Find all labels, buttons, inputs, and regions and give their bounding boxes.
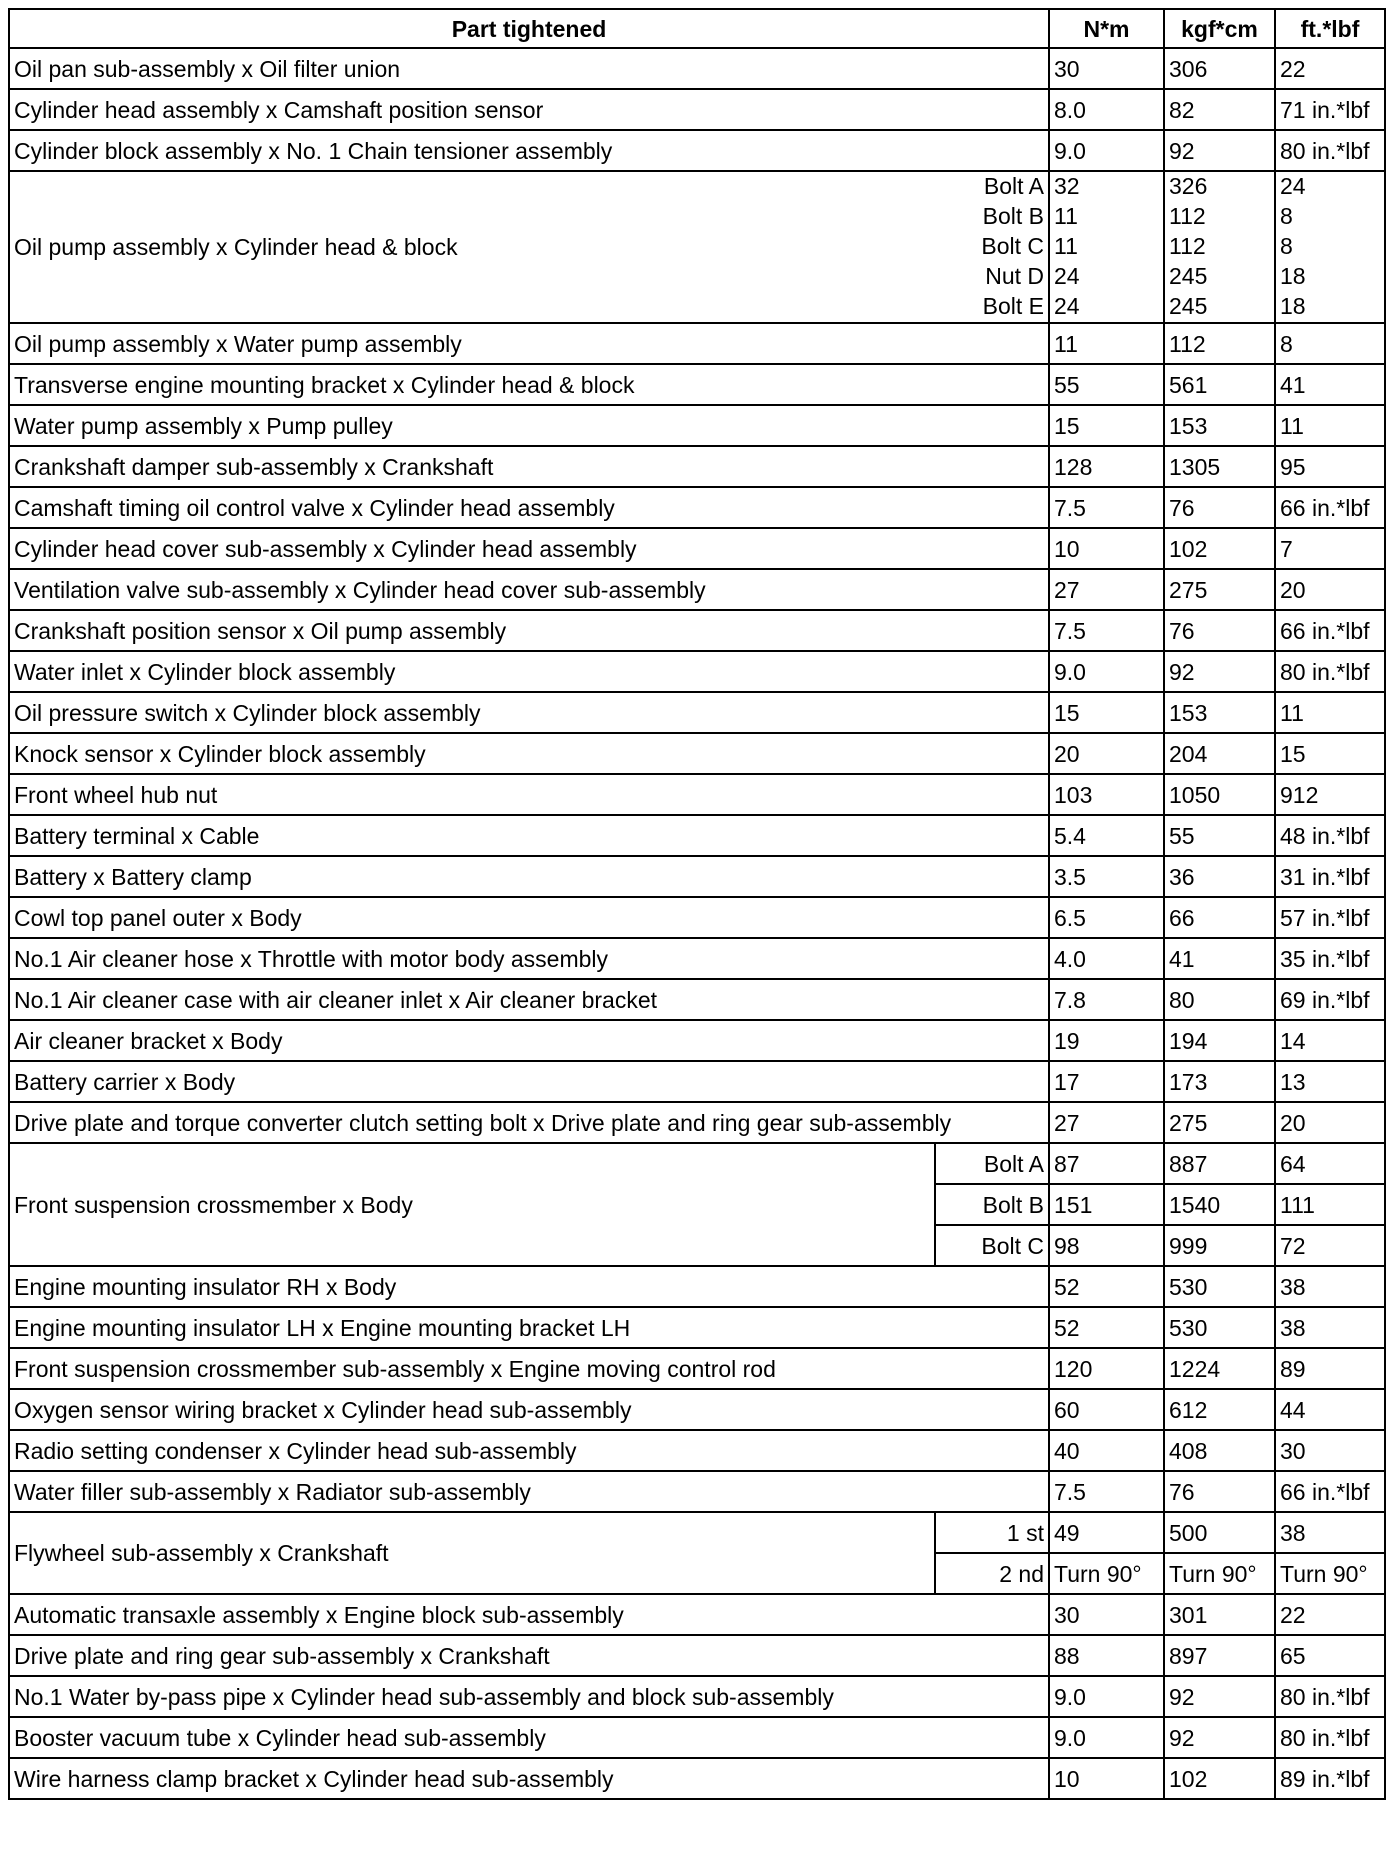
ft-lbf-cell: 38 xyxy=(1275,1266,1385,1307)
nm-cell: 52 xyxy=(1049,1266,1164,1307)
kgf-cm-cell: 1540 xyxy=(1164,1184,1275,1225)
part-cell: Crankshaft damper sub-assembly x Crankshaft xyxy=(9,446,1049,487)
kgf-cm-cell: 41 xyxy=(1164,938,1275,979)
nm-cell: 98 xyxy=(1049,1225,1164,1266)
part-cell: Oxygen sensor wiring bracket x Cylinder head sub-assembly xyxy=(9,1389,1049,1430)
nm-cell: 11 xyxy=(1049,323,1164,364)
ft-lbf-cell: 80 in.*lbf xyxy=(1275,1717,1385,1758)
table-row xyxy=(9,733,1385,774)
part-cell: Cowl top panel outer x Body xyxy=(9,897,1049,938)
ft-lbf-cell: 44 xyxy=(1275,1389,1385,1430)
nm-cell-line: 24 xyxy=(1054,293,1080,319)
table-body xyxy=(9,48,1385,1799)
nm-cell: 15 xyxy=(1049,405,1164,446)
kgf-cm-cell: 102 xyxy=(1164,1758,1275,1799)
kgf-cm-cell: 102 xyxy=(1164,528,1275,569)
kgf-cm-cell: 306 xyxy=(1164,48,1275,89)
kgf-cm-cell: 1224 xyxy=(1164,1348,1275,1389)
table-row xyxy=(9,692,1385,733)
ft-lbf-cell: 35 in.*lbf xyxy=(1275,938,1385,979)
nm-cell: 19 xyxy=(1049,1020,1164,1061)
nm-cell: 60 xyxy=(1049,1389,1164,1430)
nm-cell: 3.5 xyxy=(1049,856,1164,897)
part-cell: Front wheel hub nut xyxy=(9,774,1049,815)
table-row xyxy=(9,815,1385,856)
kgf-cm-cell: 76 xyxy=(1164,1471,1275,1512)
part-cell: Front suspension crossmember x Body xyxy=(9,1143,935,1266)
kgf-cm-cell: 530 xyxy=(1164,1307,1275,1348)
nm-cell: 7.5 xyxy=(1049,487,1164,528)
part-cell: Engine mounting insulator LH x Engine mounting bracket LH xyxy=(9,1307,1049,1348)
kgf-cm-cell: 92 xyxy=(1164,651,1275,692)
nm-cell: 120 xyxy=(1049,1348,1164,1389)
ft-lbf-cell: 8 xyxy=(1275,323,1385,364)
ft-lbf-cell: 7 xyxy=(1275,528,1385,569)
kgf-cm-cell: 55 xyxy=(1164,815,1275,856)
nm-cell: 10 xyxy=(1049,528,1164,569)
table-row xyxy=(9,1594,1385,1635)
part-cell: Water inlet x Cylinder block assembly xyxy=(9,651,1049,692)
kgf-cm-cell: 301 xyxy=(1164,1594,1275,1635)
ft-lbf-cell: 48 in.*lbf xyxy=(1275,815,1385,856)
nm-cell: 87 xyxy=(1049,1143,1164,1184)
table-row xyxy=(9,979,1385,1020)
nm-cell: 4.0 xyxy=(1049,938,1164,979)
ft-lbf-cell xyxy=(1275,171,1385,323)
part-cell: Knock sensor x Cylinder block assembly xyxy=(9,733,1049,774)
ft-lbf-cell: 80 in.*lbf xyxy=(1275,1676,1385,1717)
nm-cell-line: 32 xyxy=(1054,173,1080,199)
table-row xyxy=(9,171,1385,323)
table-row xyxy=(9,1430,1385,1471)
ft-lbf-cell: 66 in.*lbf xyxy=(1275,1471,1385,1512)
table-row xyxy=(9,938,1385,979)
kgf-cm-cell: 1050 xyxy=(1164,774,1275,815)
kgf-cm-cell: 76 xyxy=(1164,487,1275,528)
nm-cell-line: 24 xyxy=(1054,263,1080,289)
kgf-cm-cell: 92 xyxy=(1164,1676,1275,1717)
nm-cell: 49 xyxy=(1049,1512,1164,1553)
kgf-cm-cell: 612 xyxy=(1164,1389,1275,1430)
table-row xyxy=(9,1348,1385,1389)
part-cell: Water filler sub-assembly x Radiator sub-assembly xyxy=(9,1471,1049,1512)
nm-cell: 52 xyxy=(1049,1307,1164,1348)
table-row xyxy=(9,1102,1385,1143)
table-row xyxy=(9,856,1385,897)
ft-lbf-cell-line: 18 xyxy=(1280,293,1306,319)
ft-lbf-cell: 11 xyxy=(1275,405,1385,446)
table-row xyxy=(9,1389,1385,1430)
ft-lbf-cell: 13 xyxy=(1275,1061,1385,1102)
kgf-cm-cell-line: 326 xyxy=(1169,173,1208,199)
table-row xyxy=(9,48,1385,89)
part-cell: Ventilation valve sub-assembly x Cylinder head cover sub-assembly xyxy=(9,569,1049,610)
nm-cell: 20 xyxy=(1049,733,1164,774)
ft-lbf-cell: 71 in.*lbf xyxy=(1275,89,1385,130)
ft-lbf-cell: 95 xyxy=(1275,446,1385,487)
part-cell: Booster vacuum tube x Cylinder head sub-assembly xyxy=(9,1717,1049,1758)
nm-cell: 7.8 xyxy=(1049,979,1164,1020)
ft-lbf-cell: 11 xyxy=(1275,692,1385,733)
ft-lbf-cell: 89 xyxy=(1275,1348,1385,1389)
table-row xyxy=(9,1020,1385,1061)
part-cell: Cylinder head cover sub-assembly x Cylinder head assembly xyxy=(9,528,1049,569)
part-cell: Transverse engine mounting bracket x Cylinder head & block xyxy=(9,364,1049,405)
part-cell: Oil pan sub-assembly x Oil filter union xyxy=(9,48,1049,89)
ft-lbf-cell: 30 xyxy=(1275,1430,1385,1471)
table-row xyxy=(9,1635,1385,1676)
kgf-cm-cell: 92 xyxy=(1164,1717,1275,1758)
ft-lbf-cell: 80 in.*lbf xyxy=(1275,130,1385,171)
ft-lbf-cell-line: 18 xyxy=(1280,263,1306,289)
ft-lbf-cell: 66 in.*lbf xyxy=(1275,610,1385,651)
kgf-cm-cell: 999 xyxy=(1164,1225,1275,1266)
kgf-cm-cell: 500 xyxy=(1164,1512,1275,1553)
part-cell: Radio setting condenser x Cylinder head sub-assembly xyxy=(9,1430,1049,1471)
fastener-cell: 1 st xyxy=(935,1512,1049,1553)
kgf-cm-cell: 530 xyxy=(1164,1266,1275,1307)
kgf-cm-cell: 561 xyxy=(1164,364,1275,405)
part-cell: Automatic transaxle assembly x Engine block sub-assembly xyxy=(9,1594,1049,1635)
table-row xyxy=(9,569,1385,610)
ft-lbf-cell: 65 xyxy=(1275,1635,1385,1676)
table-row xyxy=(9,1676,1385,1717)
kgf-cm-cell: 36 xyxy=(1164,856,1275,897)
part-cell: Oil pump assembly x Water pump assembly xyxy=(9,323,1049,364)
ft-lbf-cell: 64 xyxy=(1275,1143,1385,1184)
ft-lbf-cell: 912 xyxy=(1275,774,1385,815)
nm-cell: 9.0 xyxy=(1049,1676,1164,1717)
kgf-cm-cell: 92 xyxy=(1164,130,1275,171)
kgf-cm-cell xyxy=(1164,171,1275,323)
ft-lbf-cell-line: 24 xyxy=(1280,173,1306,199)
part-cell: Oil pressure switch x Cylinder block assembly xyxy=(9,692,1049,733)
header-row xyxy=(9,9,1385,48)
table-row xyxy=(9,610,1385,651)
table-row xyxy=(9,89,1385,130)
kgf-cm-cell: 1305 xyxy=(1164,446,1275,487)
part-cell: Battery x Battery clamp xyxy=(9,856,1049,897)
table-row xyxy=(9,405,1385,446)
table-row xyxy=(9,651,1385,692)
table-row xyxy=(9,774,1385,815)
ft-lbf-cell: 20 xyxy=(1275,569,1385,610)
table-row xyxy=(9,1717,1385,1758)
table-row xyxy=(9,897,1385,938)
ft-lbf-cell: 66 in.*lbf xyxy=(1275,487,1385,528)
part-cell: Cylinder block assembly x No. 1 Chain tensioner assembly xyxy=(9,130,1049,171)
table-row xyxy=(9,1143,1385,1184)
part-cell: Cylinder head assembly x Camshaft position sensor xyxy=(9,89,1049,130)
table-row xyxy=(9,1061,1385,1102)
ft-lbf-cell: 69 in.*lbf xyxy=(1275,979,1385,1020)
kgf-cm-cell-line: 112 xyxy=(1169,203,1206,229)
header-part-tightened: Part tightened xyxy=(9,9,1049,48)
ft-lbf-cell: 38 xyxy=(1275,1512,1385,1553)
ft-lbf-cell: 22 xyxy=(1275,48,1385,89)
nm-cell: 27 xyxy=(1049,1102,1164,1143)
part-cell: No.1 Water by-pass pipe x Cylinder head sub-assembly and block sub-assembly xyxy=(9,1676,1049,1717)
fastener-cell: Bolt A xyxy=(935,1143,1049,1184)
part-cell: Air cleaner bracket x Body xyxy=(9,1020,1049,1061)
table-row xyxy=(9,130,1385,171)
nm-cell: 27 xyxy=(1049,569,1164,610)
nm-cell: 103 xyxy=(1049,774,1164,815)
nm-cell: 5.4 xyxy=(1049,815,1164,856)
header-nm: N*m xyxy=(1049,9,1164,48)
nm-cell: 128 xyxy=(1049,446,1164,487)
nm-cell xyxy=(1049,171,1164,323)
torque-spec-table xyxy=(8,8,1386,1800)
nm-cell: 30 xyxy=(1049,1594,1164,1635)
kgf-cm-cell: 112 xyxy=(1164,323,1275,364)
kgf-cm-cell: 275 xyxy=(1164,1102,1275,1143)
kgf-cm-cell: 194 xyxy=(1164,1020,1275,1061)
table-row xyxy=(9,1758,1385,1799)
ft-lbf-cell: 38 xyxy=(1275,1307,1385,1348)
fastener-cell-line: Bolt C xyxy=(981,233,1044,259)
fastener-cell: Bolt C xyxy=(935,1225,1049,1266)
part-cell: Crankshaft position sensor x Oil pump assembly xyxy=(9,610,1049,651)
kgf-cm-cell: 80 xyxy=(1164,979,1275,1020)
table-row xyxy=(9,1307,1385,1348)
nm-cell: 17 xyxy=(1049,1061,1164,1102)
part-cell: Battery carrier x Body xyxy=(9,1061,1049,1102)
ft-lbf-cell: 22 xyxy=(1275,1594,1385,1635)
part-cell: Oil pump assembly x Cylinder head & block xyxy=(9,171,935,323)
ft-lbf-cell: 111 xyxy=(1275,1184,1385,1225)
kgf-cm-cell: 82 xyxy=(1164,89,1275,130)
ft-lbf-cell: 20 xyxy=(1275,1102,1385,1143)
kgf-cm-cell-line: 245 xyxy=(1169,263,1208,289)
header-kgf-cm: kgf*cm xyxy=(1164,9,1275,48)
table-row xyxy=(9,528,1385,569)
nm-cell: 9.0 xyxy=(1049,1717,1164,1758)
fastener-cell-line: Bolt B xyxy=(982,203,1044,229)
ft-lbf-cell: 57 in.*lbf xyxy=(1275,897,1385,938)
ft-lbf-cell: 41 xyxy=(1275,364,1385,405)
header-ft-lbf: ft.*lbf xyxy=(1275,9,1385,48)
part-cell: Wire harness clamp bracket x Cylinder head sub-assembly xyxy=(9,1758,1049,1799)
kgf-cm-cell-line: 245 xyxy=(1169,293,1208,319)
part-cell: Water pump assembly x Pump pulley xyxy=(9,405,1049,446)
table-row xyxy=(9,1471,1385,1512)
nm-cell: Turn 90° xyxy=(1049,1553,1164,1594)
part-cell: Front suspension crossmember sub-assembly x Engine moving control rod xyxy=(9,1348,1049,1389)
ft-lbf-cell: 31 in.*lbf xyxy=(1275,856,1385,897)
nm-cell: 30 xyxy=(1049,48,1164,89)
kgf-cm-cell: 76 xyxy=(1164,610,1275,651)
ft-lbf-cell: 14 xyxy=(1275,1020,1385,1061)
part-cell: No.1 Air cleaner hose x Throttle with motor body assembly xyxy=(9,938,1049,979)
nm-cell: 88 xyxy=(1049,1635,1164,1676)
kgf-cm-cell: 153 xyxy=(1164,692,1275,733)
nm-cell: 9.0 xyxy=(1049,130,1164,171)
kgf-cm-cell: 153 xyxy=(1164,405,1275,446)
part-cell: Flywheel sub-assembly x Crankshaft xyxy=(9,1512,935,1594)
fastener-cell: 2 nd xyxy=(935,1553,1049,1594)
kgf-cm-cell: Turn 90° xyxy=(1164,1553,1275,1594)
ft-lbf-cell: Turn 90° xyxy=(1275,1553,1385,1594)
nm-cell: 7.5 xyxy=(1049,610,1164,651)
table-row xyxy=(9,1512,1385,1553)
nm-cell: 9.0 xyxy=(1049,651,1164,692)
part-cell: Engine mounting insulator RH x Body xyxy=(9,1266,1049,1307)
table-row xyxy=(9,487,1385,528)
fastener-cell-line: Bolt A xyxy=(983,173,1044,199)
kgf-cm-cell: 887 xyxy=(1164,1143,1275,1184)
fastener-cell: Bolt B xyxy=(935,1184,1049,1225)
ft-lbf-cell: 89 in.*lbf xyxy=(1275,1758,1385,1799)
ft-lbf-cell-line: 8 xyxy=(1280,203,1293,229)
part-cell: Battery terminal x Cable xyxy=(9,815,1049,856)
kgf-cm-cell: 204 xyxy=(1164,733,1275,774)
part-cell: No.1 Air cleaner case with air cleaner inlet x Air cleaner bracket xyxy=(9,979,1049,1020)
kgf-cm-cell: 66 xyxy=(1164,897,1275,938)
nm-cell: 15 xyxy=(1049,692,1164,733)
ft-lbf-cell: 72 xyxy=(1275,1225,1385,1266)
table-row xyxy=(9,323,1385,364)
kgf-cm-cell: 408 xyxy=(1164,1430,1275,1471)
kgf-cm-cell: 275 xyxy=(1164,569,1275,610)
part-cell: Drive plate and ring gear sub-assembly x Crankshaft xyxy=(9,1635,1049,1676)
table-row xyxy=(9,364,1385,405)
table-row xyxy=(9,1266,1385,1307)
nm-cell: 6.5 xyxy=(1049,897,1164,938)
nm-cell-line: 11 xyxy=(1054,203,1078,229)
part-cell: Drive plate and torque converter clutch setting bolt x Drive plate and ring gear sub-assembly xyxy=(9,1102,1049,1143)
nm-cell: 10 xyxy=(1049,1758,1164,1799)
fastener-cell-line: Nut D xyxy=(985,263,1044,289)
nm-cell: 40 xyxy=(1049,1430,1164,1471)
ft-lbf-cell: 15 xyxy=(1275,733,1385,774)
kgf-cm-cell: 173 xyxy=(1164,1061,1275,1102)
part-cell: Camshaft timing oil control valve x Cylinder head assembly xyxy=(9,487,1049,528)
kgf-cm-cell-line: 112 xyxy=(1169,233,1206,259)
fastener-cell xyxy=(935,171,1049,323)
table-row xyxy=(9,446,1385,487)
fastener-cell-line: Bolt E xyxy=(982,293,1044,319)
nm-cell: 151 xyxy=(1049,1184,1164,1225)
nm-cell: 55 xyxy=(1049,364,1164,405)
nm-cell: 8.0 xyxy=(1049,89,1164,130)
nm-cell: 7.5 xyxy=(1049,1471,1164,1512)
nm-cell-line: 11 xyxy=(1054,233,1078,259)
ft-lbf-cell: 80 in.*lbf xyxy=(1275,651,1385,692)
ft-lbf-cell-line: 8 xyxy=(1280,233,1293,259)
kgf-cm-cell: 897 xyxy=(1164,1635,1275,1676)
